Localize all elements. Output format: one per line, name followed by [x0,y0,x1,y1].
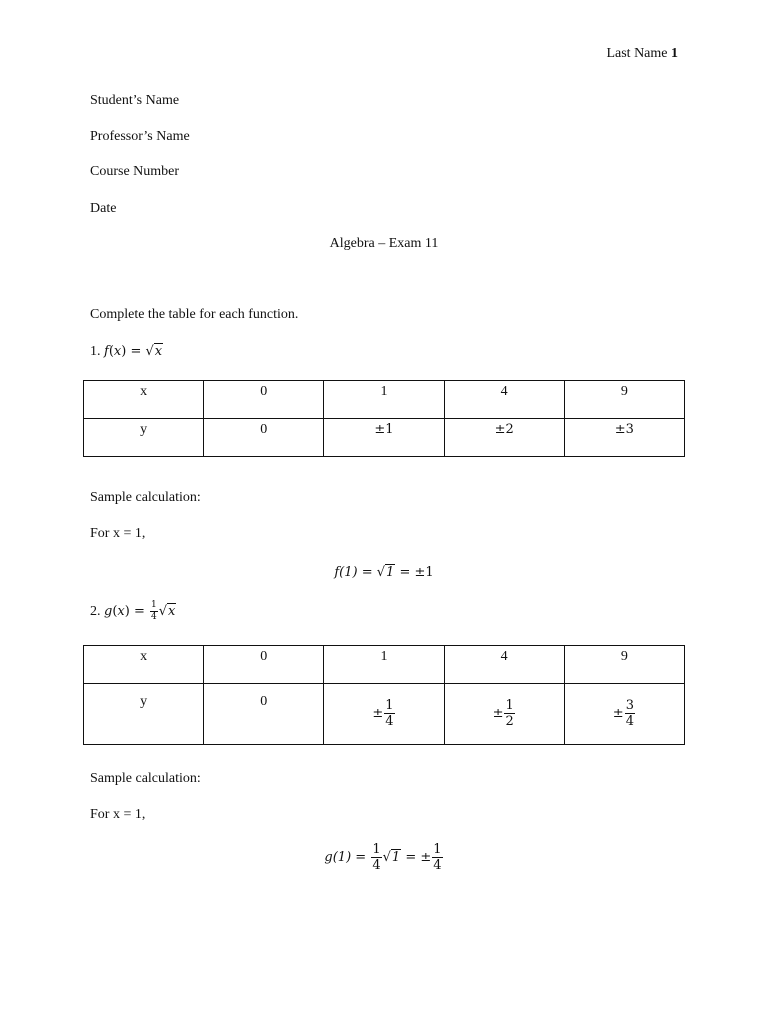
sqrt-symbol: √1 [376,565,395,580]
table-row [84,381,685,419]
table-cell: x [84,646,204,684]
table-cell: ± $\frac{1}{2}$ [444,684,564,745]
student-name: Student’s Name [90,93,180,108]
sample-calculation-label: Sample calculation: [90,771,201,786]
problem-1-heading: 1. f(x) = √x [90,344,163,359]
problem-1-function-name: f [104,344,109,359]
sample-calculation-label: Sample calculation: [90,490,201,505]
calc-lhs: g(1) [324,850,352,865]
date-line: Date [90,201,117,216]
problem-1-number: 1. [90,344,101,359]
table-cell: 1 [324,381,444,419]
problem-1-variable: x [113,344,122,359]
course-number: Course Number [90,164,180,179]
table-row [84,419,685,457]
problem-1-calculation: f(1) = √1 = ±1 [334,565,434,580]
table-cell: ±3 [564,419,684,457]
sqrt-symbol: √x [158,604,176,619]
table-cell: x [84,381,204,419]
table-cell: 4 [444,646,564,684]
table-cell: 9 [564,381,684,419]
table-row [84,646,685,684]
table-cell: y [84,419,204,457]
page-header [606,46,678,62]
problem-2-heading: 2. g(x) = $\frac{1}{4}$ √x [90,600,176,622]
table-cell: ± $\frac{1}{4}$ [324,684,444,745]
table-cell: 0 [204,381,324,419]
problem-2-number: 2. [90,604,101,619]
problem-2-function-name: g [104,604,113,619]
document-title: Algebra – Exam 11 [329,236,439,251]
result-fraction: $\frac{1}{4}$ [433,842,442,873]
table-cell: 1 [324,646,444,684]
table-cell: ±1 [324,419,444,457]
table-cell: 0 [204,684,324,745]
sqrt-symbol: √x [145,344,163,359]
for-x-text: For x = 1, [90,807,146,822]
sqrt-symbol: √1 [382,850,401,865]
problem-2-table [83,645,685,745]
problem-1-table [83,380,685,457]
table-cell: ± $\frac{3}{4}$ [564,684,684,745]
calc-lhs: f(1) [334,565,358,580]
coefficient-fraction: $\frac{1}{4}$ [151,600,157,622]
table-cell: 9 [564,646,684,684]
table-cell: y [84,684,204,745]
page-number: 1 [671,46,678,61]
calc-result: ±1 [414,565,434,580]
coefficient-fraction: $\frac{1}{4}$ [372,842,381,873]
table-row [84,684,685,745]
table-cell: 4 [444,381,564,419]
last-name-label: Last Name [606,46,668,61]
table-cell: ±2 [444,419,564,457]
instruction-text: Complete the table for each function. [90,307,299,322]
problem-2-calculation: g(1) = $\frac{1}{4}$ √1 = ± $\frac{1}{4}$ [324,842,442,873]
table-cell: 0 [204,419,324,457]
table-cell: 0 [204,646,324,684]
professor-name: Professor’s Name [90,129,190,144]
for-x-text: For x = 1, [90,526,146,541]
